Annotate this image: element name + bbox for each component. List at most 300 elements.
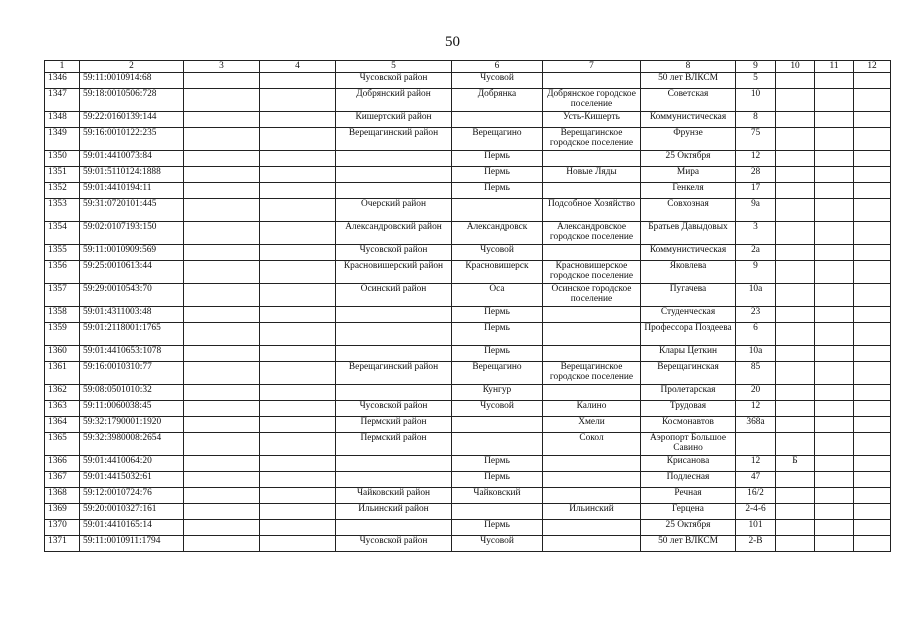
col-12-cell [854, 284, 891, 307]
table-row [45, 128, 891, 151]
house-number-cell: 368а [736, 417, 776, 433]
city-cell: Оса [452, 284, 543, 307]
table-row [45, 488, 891, 504]
col-4-cell [260, 183, 336, 199]
cadastral-number-cell: 59:11:0010914:68 [80, 73, 184, 89]
col-3-cell [184, 472, 260, 488]
row-number-cell: 1355 [45, 245, 80, 261]
col-11-cell [815, 520, 854, 536]
col-4-cell [260, 472, 336, 488]
settlement-cell: Верещагинское городское поселение [543, 128, 641, 151]
row-number-cell: 1346 [45, 73, 80, 89]
column-header-4: 4 [260, 61, 336, 73]
col-11-cell [815, 112, 854, 128]
col-11-cell [815, 417, 854, 433]
col-12-cell [854, 128, 891, 151]
column-header-6: 6 [452, 61, 543, 73]
cadastral-number-cell: 59:25:0010613:44 [80, 261, 184, 284]
col-11-cell [815, 284, 854, 307]
district-cell: Очерский район [336, 199, 452, 222]
cadastral-number-cell: 59:32:3980008:2654 [80, 433, 184, 456]
col-12-cell [854, 222, 891, 245]
street-cell: 50 лет ВЛКСМ [641, 73, 736, 89]
row-number-cell: 1357 [45, 284, 80, 307]
city-cell: Пермь [452, 307, 543, 323]
city-cell: Пермь [452, 346, 543, 362]
row-number-cell: 1352 [45, 183, 80, 199]
col-12-cell [854, 488, 891, 504]
row-number-cell: 1366 [45, 456, 80, 472]
table-row [45, 323, 891, 346]
table-row [45, 284, 891, 307]
col-12-cell [854, 362, 891, 385]
city-cell: Чусовой [452, 73, 543, 89]
col-3-cell [184, 167, 260, 183]
city-cell: Кунгур [452, 385, 543, 401]
settlement-cell [543, 520, 641, 536]
col-10-cell [776, 433, 815, 456]
cadastral-number-cell: 59:01:2118001:1765 [80, 323, 184, 346]
table-row [45, 245, 891, 261]
city-cell [452, 112, 543, 128]
col-10-cell [776, 89, 815, 112]
house-number-cell: 23 [736, 307, 776, 323]
col-10-cell [776, 307, 815, 323]
col-3-cell [184, 245, 260, 261]
col-11-cell [815, 536, 854, 552]
district-cell [336, 167, 452, 183]
col-12-cell [854, 472, 891, 488]
col-4-cell [260, 385, 336, 401]
col-10-cell [776, 245, 815, 261]
district-cell: Осинский район [336, 284, 452, 307]
col-12-cell [854, 167, 891, 183]
col-12-cell [854, 245, 891, 261]
col-10-cell: Б [776, 456, 815, 472]
house-number-cell: 2-В [736, 536, 776, 552]
house-number-cell: 16/2 [736, 488, 776, 504]
settlement-cell [543, 456, 641, 472]
col-11-cell [815, 73, 854, 89]
row-number-cell: 1362 [45, 385, 80, 401]
column-header-3: 3 [184, 61, 260, 73]
row-number-cell: 1371 [45, 536, 80, 552]
table-row [45, 536, 891, 552]
col-11-cell [815, 222, 854, 245]
street-cell: Мира [641, 167, 736, 183]
cadastral-number-cell: 59:11:0060038:45 [80, 401, 184, 417]
col-3-cell [184, 346, 260, 362]
cadastral-number-cell: 59:08:0501010:32 [80, 385, 184, 401]
city-cell: Пермь [452, 456, 543, 472]
col-11-cell [815, 261, 854, 284]
district-cell [336, 385, 452, 401]
street-cell: Аэропорт Большое Савино [641, 433, 736, 456]
district-cell: Добрянский район [336, 89, 452, 112]
cadastral-number-cell: 59:01:4410064:20 [80, 456, 184, 472]
col-3-cell [184, 456, 260, 472]
col-10-cell [776, 504, 815, 520]
col-12-cell [854, 183, 891, 199]
col-12-cell [854, 536, 891, 552]
col-10-cell [776, 401, 815, 417]
column-header-1: 1 [45, 61, 80, 73]
street-cell: Профессора Поздеева [641, 323, 736, 346]
settlement-cell [543, 385, 641, 401]
district-cell [336, 183, 452, 199]
col-11-cell [815, 433, 854, 456]
table-row [45, 261, 891, 284]
col-3-cell [184, 183, 260, 199]
house-number-cell: 5 [736, 73, 776, 89]
street-cell: Совхозная [641, 199, 736, 222]
settlement-cell: Усть-Кишерть [543, 112, 641, 128]
row-number-cell: 1358 [45, 307, 80, 323]
house-number-cell: 101 [736, 520, 776, 536]
house-number-cell: 12 [736, 151, 776, 167]
col-10-cell [776, 536, 815, 552]
col-10-cell [776, 385, 815, 401]
city-cell: Чусовой [452, 401, 543, 417]
column-header-8: 8 [641, 61, 736, 73]
col-11-cell [815, 362, 854, 385]
col-3-cell [184, 112, 260, 128]
house-number-cell: 75 [736, 128, 776, 151]
row-number-cell: 1350 [45, 151, 80, 167]
table-row [45, 199, 891, 222]
col-3-cell [184, 536, 260, 552]
table-row [45, 167, 891, 183]
settlement-cell: Добрянское городское поселение [543, 89, 641, 112]
cadastral-number-cell: 59:01:4410653:1078 [80, 346, 184, 362]
col-11-cell [815, 385, 854, 401]
row-number-cell: 1363 [45, 401, 80, 417]
cadastral-number-cell: 59:16:0010310:77 [80, 362, 184, 385]
cadastral-number-cell: 59:02:0107193:150 [80, 222, 184, 245]
col-4-cell [260, 456, 336, 472]
table-row [45, 472, 891, 488]
district-cell: Чусовской район [336, 401, 452, 417]
house-number-cell: 9 [736, 261, 776, 284]
row-number-cell: 1349 [45, 128, 80, 151]
district-cell [336, 346, 452, 362]
district-cell: Красновишерский район [336, 261, 452, 284]
settlement-cell: Осинское городское поселение [543, 284, 641, 307]
district-cell: Ильинский район [336, 504, 452, 520]
settlement-cell [543, 323, 641, 346]
house-number-cell: 85 [736, 362, 776, 385]
col-4-cell [260, 167, 336, 183]
street-cell: 50 лет ВЛКСМ [641, 536, 736, 552]
col-11-cell [815, 401, 854, 417]
street-cell: Космонавтов [641, 417, 736, 433]
row-number-cell: 1351 [45, 167, 80, 183]
district-cell [336, 307, 452, 323]
city-cell: Пермь [452, 472, 543, 488]
district-cell [336, 520, 452, 536]
row-number-cell: 1360 [45, 346, 80, 362]
col-12-cell [854, 456, 891, 472]
col-12-cell [854, 307, 891, 323]
district-cell: Чусовской район [336, 245, 452, 261]
house-number-cell [736, 433, 776, 456]
street-cell: Пугачева [641, 284, 736, 307]
col-12-cell [854, 112, 891, 128]
settlement-cell: Красновишерское городское поселение [543, 261, 641, 284]
house-number-cell: 12 [736, 456, 776, 472]
col-11-cell [815, 167, 854, 183]
col-10-cell [776, 323, 815, 346]
city-cell: Пермь [452, 323, 543, 346]
street-cell: Генкеля [641, 183, 736, 199]
table-row [45, 346, 891, 362]
table-row [45, 89, 891, 112]
settlement-cell: Хмели [543, 417, 641, 433]
col-4-cell [260, 112, 336, 128]
city-cell: Чусовой [452, 536, 543, 552]
col-11-cell [815, 488, 854, 504]
col-11-cell [815, 346, 854, 362]
settlement-cell [543, 73, 641, 89]
col-11-cell [815, 472, 854, 488]
col-3-cell [184, 417, 260, 433]
col-10-cell [776, 261, 815, 284]
table-row [45, 504, 891, 520]
col-10-cell [776, 472, 815, 488]
district-cell [336, 151, 452, 167]
row-number-cell: 1353 [45, 199, 80, 222]
col-10-cell [776, 167, 815, 183]
row-number-cell: 1359 [45, 323, 80, 346]
table-row [45, 307, 891, 323]
col-4-cell [260, 245, 336, 261]
table-row [45, 112, 891, 128]
col-10-cell [776, 128, 815, 151]
col-3-cell [184, 284, 260, 307]
cadastral-number-cell: 59:16:0010122:235 [80, 128, 184, 151]
table-row [45, 456, 891, 472]
settlement-cell: Ильинский [543, 504, 641, 520]
col-4-cell [260, 417, 336, 433]
house-number-cell: 6 [736, 323, 776, 346]
row-number-cell: 1368 [45, 488, 80, 504]
col-3-cell [184, 520, 260, 536]
city-cell: Верещагино [452, 362, 543, 385]
page-number: 50 [445, 34, 460, 50]
street-cell: Советская [641, 89, 736, 112]
col-11-cell [815, 245, 854, 261]
table-body [45, 73, 891, 552]
row-number-cell: 1348 [45, 112, 80, 128]
settlement-cell [543, 472, 641, 488]
col-10-cell [776, 284, 815, 307]
city-cell: Красновишерск [452, 261, 543, 284]
cadastral-number-cell: 59:29:0010543:70 [80, 284, 184, 307]
col-4-cell [260, 323, 336, 346]
district-cell [336, 472, 452, 488]
city-cell: Пермь [452, 151, 543, 167]
table-row [45, 362, 891, 385]
street-cell: Студенческая [641, 307, 736, 323]
house-number-cell: 28 [736, 167, 776, 183]
column-header-12: 12 [854, 61, 891, 73]
settlement-cell [543, 488, 641, 504]
row-number-cell: 1356 [45, 261, 80, 284]
col-3-cell [184, 433, 260, 456]
city-cell: Пермь [452, 520, 543, 536]
col-4-cell [260, 199, 336, 222]
city-cell: Пермь [452, 167, 543, 183]
house-number-cell: 8 [736, 112, 776, 128]
house-number-cell: 12 [736, 401, 776, 417]
district-cell: Чайковский район [336, 488, 452, 504]
street-cell: 25 Октября [641, 520, 736, 536]
settlement-cell: Верещагинское городское поселение [543, 362, 641, 385]
settlement-cell: Александровское городское поселение [543, 222, 641, 245]
col-4-cell [260, 401, 336, 417]
settlement-cell [543, 307, 641, 323]
column-header-7: 7 [543, 61, 641, 73]
column-header-2: 2 [80, 61, 184, 73]
city-cell: Добрянка [452, 89, 543, 112]
house-number-cell: 10а [736, 284, 776, 307]
city-cell [452, 504, 543, 520]
city-cell: Александровск [452, 222, 543, 245]
col-4-cell [260, 89, 336, 112]
col-12-cell [854, 89, 891, 112]
col-12-cell [854, 401, 891, 417]
street-cell: Пролетарская [641, 385, 736, 401]
header-row [45, 61, 891, 73]
cadastral-number-cell: 59:01:4410073:84 [80, 151, 184, 167]
table-row [45, 401, 891, 417]
col-4-cell [260, 284, 336, 307]
district-cell [336, 456, 452, 472]
district-cell: Пермский район [336, 417, 452, 433]
street-cell: Коммунистическая [641, 245, 736, 261]
settlement-cell [543, 346, 641, 362]
district-cell: Верещагинский район [336, 362, 452, 385]
col-10-cell [776, 112, 815, 128]
col-3-cell [184, 89, 260, 112]
col-4-cell [260, 488, 336, 504]
col-3-cell [184, 261, 260, 284]
table-row [45, 417, 891, 433]
col-3-cell [184, 151, 260, 167]
col-11-cell [815, 151, 854, 167]
column-header-9: 9 [736, 61, 776, 73]
col-10-cell [776, 417, 815, 433]
row-number-cell: 1354 [45, 222, 80, 245]
cadastral-number-cell: 59:01:5110124:1888 [80, 167, 184, 183]
district-cell: Пермский район [336, 433, 452, 456]
col-4-cell [260, 151, 336, 167]
col-11-cell [815, 307, 854, 323]
cadastral-number-cell: 59:11:0010909:569 [80, 245, 184, 261]
settlement-cell [543, 536, 641, 552]
street-cell: Трудовая [641, 401, 736, 417]
street-cell: Яковлева [641, 261, 736, 284]
col-3-cell [184, 307, 260, 323]
street-cell: Братьев Давыдовых [641, 222, 736, 245]
col-3-cell [184, 128, 260, 151]
street-cell: Речная [641, 488, 736, 504]
cadastral-number-cell: 59:01:4410165:14 [80, 520, 184, 536]
col-10-cell [776, 222, 815, 245]
street-cell: Верещагинская [641, 362, 736, 385]
column-header-11: 11 [815, 61, 854, 73]
table-row [45, 433, 891, 456]
district-cell [336, 323, 452, 346]
col-12-cell [854, 151, 891, 167]
row-number-cell: 1364 [45, 417, 80, 433]
district-cell: Чусовской район [336, 73, 452, 89]
col-11-cell [815, 456, 854, 472]
house-number-cell: 47 [736, 472, 776, 488]
city-cell: Пермь [452, 183, 543, 199]
city-cell: Чайковский [452, 488, 543, 504]
house-number-cell: 2-4-6 [736, 504, 776, 520]
street-cell: Герцена [641, 504, 736, 520]
col-4-cell [260, 261, 336, 284]
street-cell: Фрунзе [641, 128, 736, 151]
cadastral-number-cell: 59:22:0160139:144 [80, 112, 184, 128]
table-row [45, 222, 891, 245]
col-10-cell [776, 183, 815, 199]
col-4-cell [260, 346, 336, 362]
district-cell: Верещагинский район [336, 128, 452, 151]
house-number-cell: 2а [736, 245, 776, 261]
col-12-cell [854, 73, 891, 89]
col-3-cell [184, 504, 260, 520]
house-number-cell: 10 [736, 89, 776, 112]
row-number-cell: 1369 [45, 504, 80, 520]
col-3-cell [184, 385, 260, 401]
row-number-cell: 1361 [45, 362, 80, 385]
col-11-cell [815, 183, 854, 199]
row-number-cell: 1370 [45, 520, 80, 536]
table-row [45, 385, 891, 401]
cadastral-number-cell: 59:31:0720101:445 [80, 199, 184, 222]
col-12-cell [854, 323, 891, 346]
col-4-cell [260, 128, 336, 151]
table-row [45, 151, 891, 167]
settlement-cell: Подсобное Хозяйство [543, 199, 641, 222]
district-cell: Кишертский район [336, 112, 452, 128]
settlement-cell: Калино [543, 401, 641, 417]
col-12-cell [854, 199, 891, 222]
cadastral-number-cell: 59:12:0010724:76 [80, 488, 184, 504]
district-cell: Чусовской район [336, 536, 452, 552]
col-12-cell [854, 433, 891, 456]
settlement-cell [543, 151, 641, 167]
col-4-cell [260, 504, 336, 520]
cadastral-number-cell: 59:20:0010327:161 [80, 504, 184, 520]
col-10-cell [776, 520, 815, 536]
table-row [45, 183, 891, 199]
column-header-5: 5 [336, 61, 452, 73]
col-4-cell [260, 73, 336, 89]
col-11-cell [815, 323, 854, 346]
col-4-cell [260, 520, 336, 536]
col-12-cell [854, 346, 891, 362]
cadastral-number-cell: 59:01:4410194:11 [80, 183, 184, 199]
district-cell: Александровский район [336, 222, 452, 245]
settlement-cell [543, 183, 641, 199]
col-10-cell [776, 488, 815, 504]
street-cell: Клары Цеткин [641, 346, 736, 362]
cadastral-number-cell: 59:11:0010911:1794 [80, 536, 184, 552]
